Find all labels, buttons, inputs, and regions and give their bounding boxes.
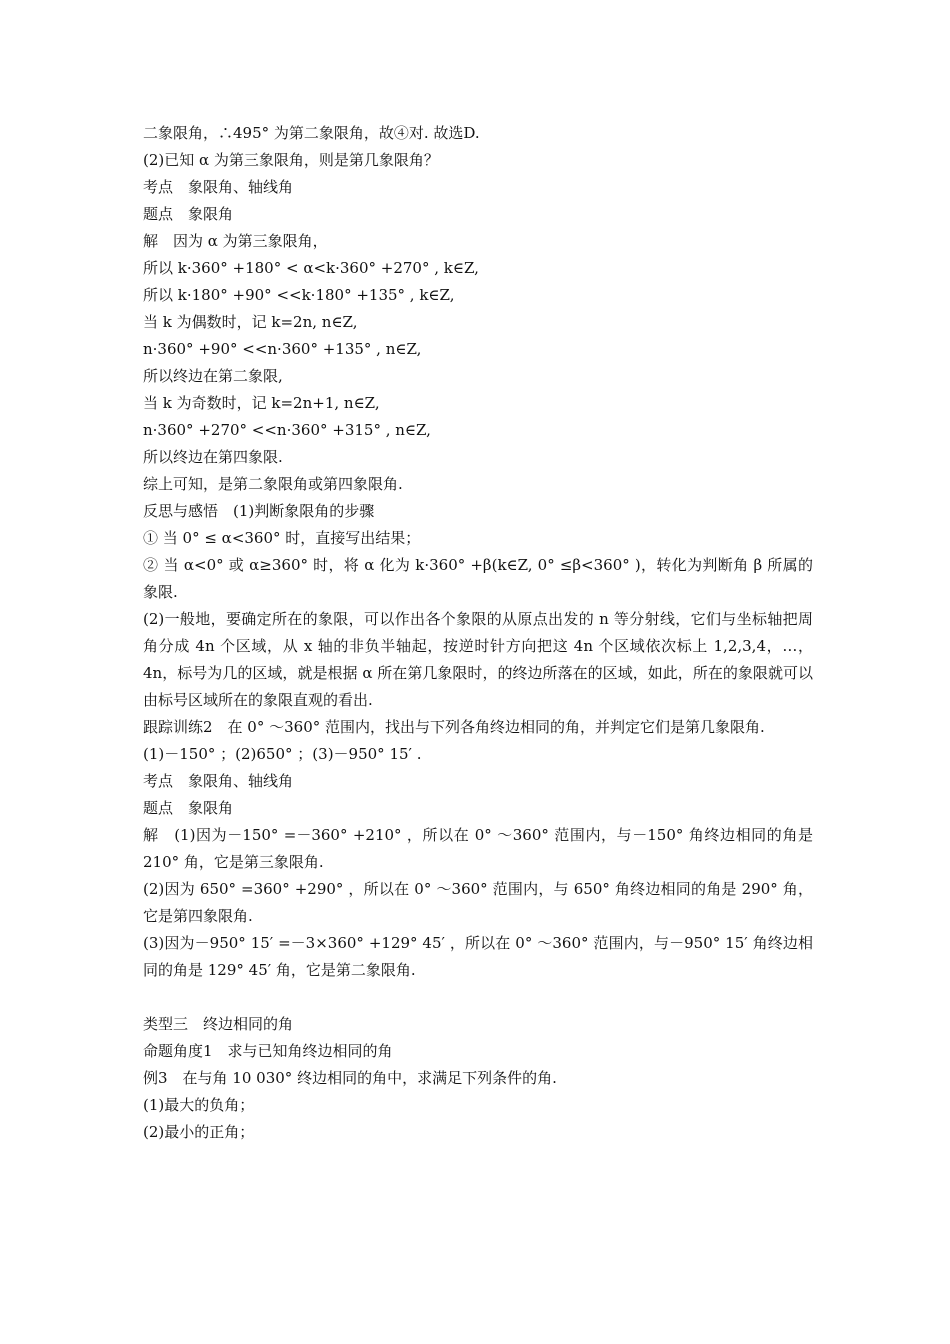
text-line: 题点 象限角 xyxy=(143,205,234,223)
paragraph-solution-3: (3)因为－950° 15′ =－3×360° +129° 45′ ，所以在 0° ～360° 范围内，与－950° 15′ 角终边相同的角是 129° 45′ 角，它是第二象限角. xyxy=(143,934,813,979)
text-line: 所以终边在第二象限, xyxy=(143,367,283,385)
text-line: 反思与感悟 (1)判断象限角的步骤 xyxy=(143,502,375,520)
text-line: ① 当 0° ≤ α<360° 时，直接写出结果； xyxy=(143,529,421,547)
text-line: (1)最大的负角； xyxy=(143,1096,255,1114)
text-line: 所以 k·360° +180° < α<k·360° +270° , k∈Z, xyxy=(143,259,479,277)
text-line: 考点 象限角、轴线角 xyxy=(143,772,294,790)
text-line: (1)－150° ；(2)650° ；(3)－950° 15′ . xyxy=(143,745,422,763)
text-line: n·360° +270° <<n·360° +315° , n∈Z, xyxy=(143,421,431,439)
paragraph-step2: ② 当 α<0° 或 α≥360° 时，将 α 化为 k·360° +β(k∈Z, 0° ≤β<360° )，转化为判断角 β 所属的象限. xyxy=(143,556,813,601)
paragraph-solution-1: 解 (1)因为－150° =－360° +210° ，所以在 0° ～360° 范围内，与－150° 角终边相同的角是 210° 角，它是第三象限角. xyxy=(143,826,813,871)
text-line: 所以 k·180° +90° <<k·180° +135° , k∈Z, xyxy=(143,286,455,304)
text-line: 题点 象限角 xyxy=(143,799,234,817)
text-line: (2)已知 α 为第三象限角，则是第几象限角？ xyxy=(143,151,439,169)
text-block-b xyxy=(143,741,813,822)
paragraph-solution-2: (2)因为 650° =360° +290° ，所以在 0° ～360° 范围内，与 650° 角终边相同的角是 290° 角，它是第四象限角. xyxy=(143,880,813,925)
text-line: 解 因为 α 为第三象限角， xyxy=(143,232,328,250)
text-line: 综上可知，是第二象限角或第四象限角. xyxy=(143,475,403,493)
paragraph-general: (2)一般地，要确定所在的象限，可以作出各个象限的从原点出发的 n 等分射线，它们与坐标轴把周角分成 4n 个区域，从 x 轴的非负半轴起，按逆时针方向把这 4n 个区域依次标上 1,2,3,4，…，4n，标号为几的区域，就是根据 α 所在第几象限时，的终边所落在的区域，如此，所在的象限就可以由标号区域所在的象限直观的看出. xyxy=(143,610,813,709)
text-line: 当 k 为偶数时，记 k=2n, n∈Z, xyxy=(143,313,358,331)
blank-line xyxy=(143,984,813,1011)
text-line: 二象限角，∴495° 为第二象限角，故④对. 故选D. xyxy=(143,124,480,142)
paragraph-training: 跟踪训练2 在 0° ～360° 范围内，找出与下列各角终边相同的角，并判定它们是第几象限角. xyxy=(143,718,765,736)
text-line: 所以终边在第四象限. xyxy=(143,448,283,466)
example-heading: 例3 在与角 10 030° 终边相同的角中，求满足下列条件的角. xyxy=(143,1069,557,1087)
subsection-heading: 命题角度1 求与已知角终边相同的角 xyxy=(143,1042,393,1060)
text-line: n·360° +90° <<n·360° +135° , n∈Z, xyxy=(143,340,422,358)
text-line: 考点 象限角、轴线角 xyxy=(143,178,294,196)
text-block-a xyxy=(143,120,813,552)
text-line: (2)最小的正角； xyxy=(143,1123,255,1141)
document-page xyxy=(143,120,813,1146)
text-block-c xyxy=(143,1011,813,1146)
section-heading: 类型三 终边相同的角 xyxy=(143,1015,294,1033)
text-line: 当 k 为奇数时，记 k=2n+1, n∈Z, xyxy=(143,394,380,412)
